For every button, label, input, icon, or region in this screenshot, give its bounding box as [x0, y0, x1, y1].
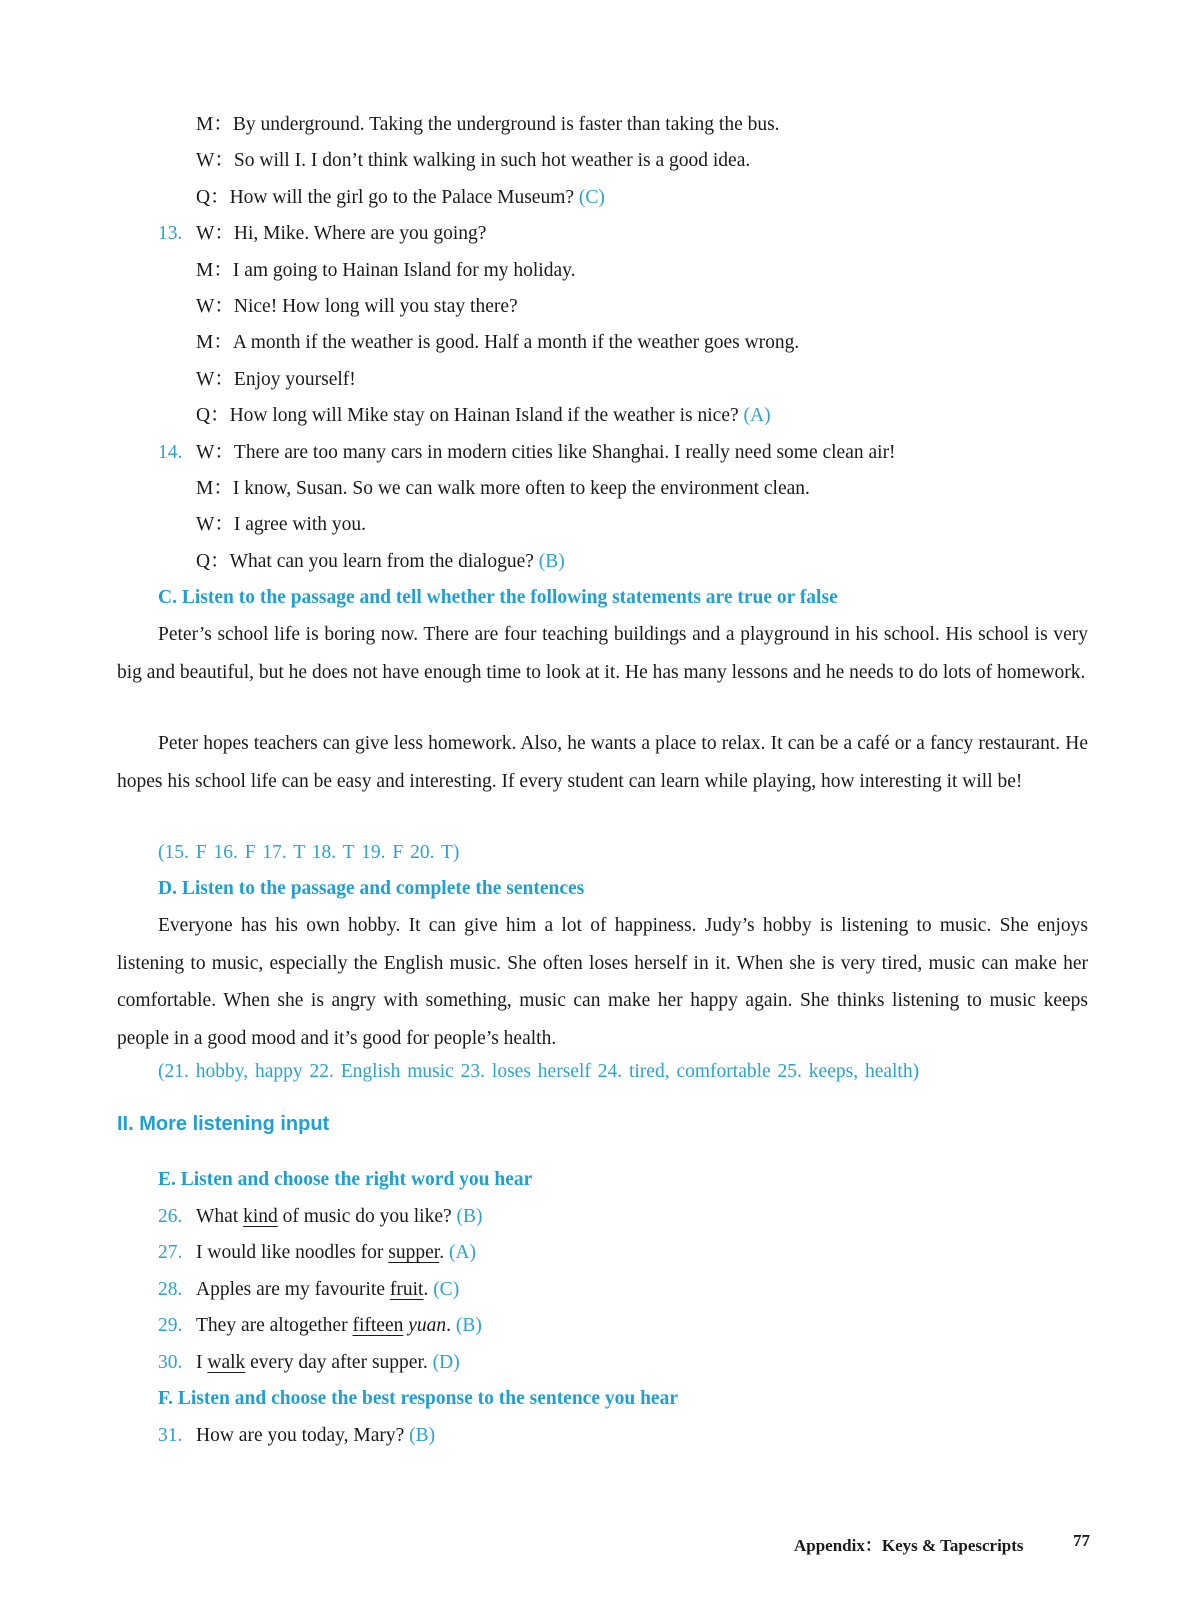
dialogue-line: [196, 331, 799, 355]
item-text: How are you today, Mary?: [196, 1425, 405, 1446]
underlined-word: supper: [388, 1242, 440, 1263]
section-c-paragraph-1: [117, 616, 1088, 691]
item-text: of music do you like?: [277, 1206, 452, 1227]
section-f-heading: F. Listen and choose the best response to the sentence you hear: [158, 1388, 678, 1409]
answer-key: (A): [743, 405, 771, 426]
paragraph-text: Peter’s school life is boring now. There are four teaching buildings and a playground in his school. His school is very big and beautiful, but he does not have enough time to look at it. He has many lessons and he needs to do lots of homework.: [117, 624, 1088, 683]
speaker-label: Q：: [196, 405, 230, 426]
speaker-label: Q：: [196, 187, 230, 208]
item-text: .: [439, 1242, 445, 1263]
dialogue-text: So will I. I don’t think walking in such hot weather is a good idea.: [233, 150, 751, 171]
word-item: [196, 1205, 483, 1229]
dialogue-line: [196, 295, 518, 319]
item-number: 29.: [158, 1315, 183, 1336]
paragraph-text: Everyone has his own hobby. It can give him a lot of happiness. Judy’s hobby is listening to music. She enjoys listening to music, especially the English music. She often loses herself in it. When she is very tired, music can make her comfortable. When she is angry with something, music can make her happy again. She thinks listening to music keeps people in a good mood and it’s good for people’s health.: [117, 915, 1088, 1050]
dialogue-line: [196, 259, 575, 283]
response-item: [196, 1424, 435, 1448]
answer-key: (B): [538, 551, 565, 572]
section-d-answer-keys: (21. hobby, happy 22. English music 23. loses herself 24. tired, comfortable 25. keeps, health): [158, 1061, 920, 1082]
dialogue-line: [196, 149, 750, 173]
question-line: [196, 186, 605, 210]
word-item: [196, 1314, 482, 1338]
item-text: I would like noodles for: [196, 1242, 389, 1263]
running-footer-title: Appendix：Keys & Tapescripts: [794, 1536, 1024, 1555]
speaker-label: W：: [196, 369, 234, 390]
item-number: 31.: [158, 1425, 183, 1446]
answer-key: (B): [455, 1315, 482, 1336]
item-number: 28.: [158, 1279, 183, 1300]
paragraph-text: Peter hopes teachers can give less homework. Also, he wants a place to relax. It can be a café or a fancy restaurant. He hopes his school life can be easy and interesting. If every student can learn while playing, how interesting it will be!: [117, 733, 1088, 792]
speaker-label: M：: [196, 260, 233, 281]
item-text: .: [423, 1279, 429, 1300]
item-number: 30.: [158, 1352, 183, 1373]
speaker-label: M：: [196, 478, 233, 499]
word-item: [196, 1278, 459, 1302]
dialogue-text: By underground. Taking the underground is faster than taking the bus.: [232, 114, 780, 135]
italic-word: yuan: [408, 1315, 447, 1336]
underlined-word: fifteen: [352, 1315, 404, 1336]
underlined-word: kind: [243, 1206, 278, 1227]
speaker-label: Q：: [196, 551, 230, 572]
item-text: I: [196, 1352, 208, 1373]
item-text: They are altogether: [196, 1315, 353, 1336]
answer-key: (B): [456, 1206, 483, 1227]
section-c-paragraph-2: [117, 725, 1088, 800]
dialogue-line: [196, 441, 896, 465]
page-number: 77: [1073, 1531, 1090, 1550]
section-c-answer-keys: (15. F 16. F 17. T 18. T 19. F 20. T): [158, 842, 460, 863]
question-text: How will the girl go to the Palace Museum?: [229, 187, 575, 208]
question-text: How long will Mike stay on Hainan Island if the weather is nice?: [229, 405, 739, 426]
dialogue-text: I am going to Hainan Island for my holiday.: [232, 260, 576, 281]
dialogue-text: Enjoy yourself!: [233, 369, 356, 390]
speaker-label: W：: [196, 150, 234, 171]
answer-key: (B): [409, 1425, 436, 1446]
word-item: [196, 1351, 460, 1375]
dialogue-text: There are too many cars in modern cities like Shanghai. I really need some clean air!: [233, 442, 896, 463]
section-d-paragraph: [117, 907, 1088, 1058]
item-number: 26.: [158, 1206, 183, 1227]
dialogue-line: [196, 222, 486, 246]
dialogue-line: [196, 513, 366, 537]
underlined-word: fruit: [389, 1279, 424, 1300]
dialogue-text: I agree with you.: [233, 514, 367, 535]
dialogue-line: [196, 113, 780, 137]
speaker-label: M：: [196, 332, 233, 353]
answer-key: (C): [433, 1279, 460, 1300]
dialogue-text: I know, Susan. So we can walk more often to keep the environment clean.: [232, 478, 810, 499]
item-text: Apples are my favourite: [196, 1279, 390, 1300]
speaker-label: W：: [196, 442, 234, 463]
speaker-label: M：: [196, 114, 233, 135]
answer-key: (A): [448, 1242, 477, 1263]
dialogue-line: [196, 368, 356, 392]
word-item: [196, 1241, 476, 1265]
answer-key: (C): [578, 187, 605, 208]
item-text: every day after supper.: [245, 1352, 428, 1373]
part-ii-heading: II. More listening input: [117, 1113, 330, 1135]
question-line: [196, 404, 771, 428]
item-text: .: [446, 1315, 452, 1336]
speaker-label: W：: [196, 223, 234, 244]
item-text: What: [196, 1206, 244, 1227]
dialogue-text: Nice! How long will you stay there?: [233, 296, 518, 317]
question-text: What can you learn from the dialogue?: [229, 551, 534, 572]
speaker-label: W：: [196, 296, 234, 317]
section-c-heading: C. Listen to the passage and tell whether the following statements are true or false: [158, 587, 838, 608]
question-line: [196, 550, 565, 574]
underlined-word: walk: [207, 1352, 246, 1373]
speaker-label: W：: [196, 514, 234, 535]
item-number: 27.: [158, 1242, 183, 1263]
dialogue-text: A month if the weather is good. Half a month if the weather goes wrong.: [232, 332, 800, 353]
item-number: 14.: [158, 442, 183, 463]
answer-key: (D): [432, 1352, 460, 1373]
item-number: 13.: [158, 223, 183, 244]
section-d-heading: D. Listen to the passage and complete the sentences: [158, 878, 585, 899]
dialogue-text: Hi, Mike. Where are you going?: [233, 223, 487, 244]
dialogue-line: [196, 477, 810, 501]
section-e-heading: E. Listen and choose the right word you hear: [158, 1169, 533, 1190]
